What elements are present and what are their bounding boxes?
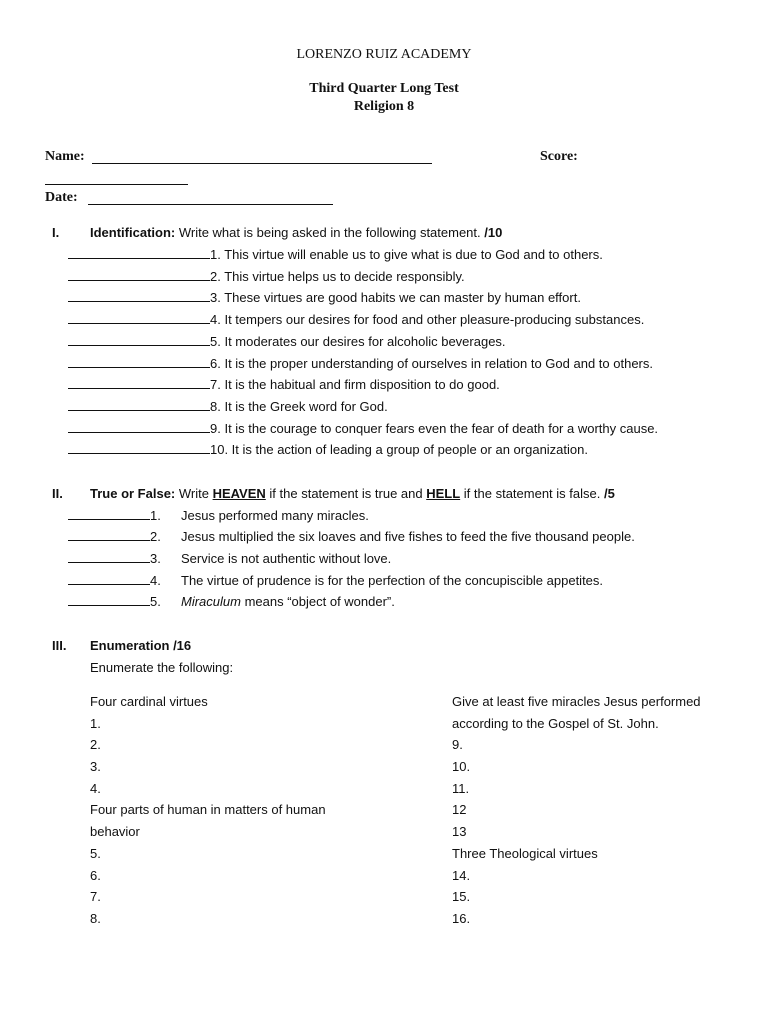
item-text: 7. It is the habitual and firm disposition to do good. <box>210 377 500 392</box>
italic-term: Miraculum <box>181 594 241 609</box>
answer-blank[interactable] <box>68 530 150 541</box>
answer-blank[interactable] <box>68 574 150 585</box>
item-text: 6. It is the proper understanding of ourselves in relation to God and to others. <box>210 356 653 371</box>
enum-right-item: 9. <box>452 737 463 752</box>
enum-right-item: 13 <box>452 824 467 839</box>
enum-left-item: Four parts of human in matters of human <box>90 802 326 817</box>
enum-right-item: Three Theological virtues <box>452 846 598 861</box>
test-title: Third Quarter Long Test <box>309 81 459 96</box>
identification-item <box>68 269 465 287</box>
identification-item <box>68 312 644 330</box>
item-text: 9. It is the courage to conquer fears even the fear of death for a worthy cause. <box>210 421 659 436</box>
section-points: /10 <box>484 225 503 240</box>
section-points: /5 <box>603 486 615 501</box>
item-number: 2. <box>150 529 161 544</box>
enum-left-item: behavior <box>90 824 140 839</box>
section-identification-heading <box>52 225 502 240</box>
identification-item <box>68 247 603 265</box>
instruction-part: if the statement is true and <box>265 486 427 501</box>
true-false-item <box>68 551 391 569</box>
item-text: Service is not authentic without love. <box>181 551 392 566</box>
enum-right-item: 12 <box>452 802 467 817</box>
name-label: Name: <box>45 149 85 164</box>
enum-right-item: according to the Gospel of St. John. <box>452 716 659 731</box>
identification-item <box>68 334 506 352</box>
item-text: 1. This virtue will enable us to give what is due to God and to others. <box>210 247 603 262</box>
answer-blank[interactable] <box>68 313 210 324</box>
section-enumeration-heading <box>52 638 191 653</box>
enum-left-item: 5. <box>90 846 101 861</box>
item-text: 10. It is the action of leading a group of people or an organization. <box>210 442 588 457</box>
enum-right-item: 11. <box>452 781 470 796</box>
true-false-item <box>68 594 395 612</box>
true-false-item <box>68 508 369 526</box>
answer-blank[interactable] <box>68 270 210 281</box>
item-text: 5. It moderates our desires for alcoholic beverages. <box>210 334 506 349</box>
answer-blank[interactable] <box>68 595 150 606</box>
answer-blank[interactable] <box>68 552 150 563</box>
enum-right-item: 16. <box>452 911 471 926</box>
identification-item <box>68 356 653 374</box>
subject-title: Religion 8 <box>353 99 415 114</box>
identification-item <box>68 442 588 460</box>
answer-blank[interactable] <box>68 443 210 454</box>
answer-blank[interactable] <box>68 357 210 368</box>
enum-left-item: 7. <box>90 889 101 904</box>
answer-blank[interactable] <box>68 509 150 520</box>
identification-item <box>68 377 500 395</box>
true-false-item <box>68 573 603 591</box>
enum-left-item: 2. <box>90 737 101 752</box>
answer-blank[interactable] <box>68 378 210 389</box>
section-true-false-heading <box>52 486 615 501</box>
enum-right-item: Give at least five miracles Jesus performed <box>452 694 701 709</box>
school-name: LORENZO RUIZ ACADEMY <box>296 47 472 62</box>
answer-blank[interactable] <box>68 248 210 259</box>
section-title: True or False: <box>90 486 176 501</box>
instruction-part: if the statement is false. <box>460 486 604 501</box>
identification-item <box>68 290 581 308</box>
answer-blank[interactable] <box>68 400 210 411</box>
enum-left-item: Four cardinal virtues <box>90 694 208 709</box>
item-text: means “object of wonder”. <box>240 594 395 609</box>
item-text: The virtue of prudence is for the perfection of the concupiscible appetites. <box>181 573 604 588</box>
answer-blank[interactable] <box>68 422 210 433</box>
item-text: Jesus multiplied the six loaves and five fishes to feed the five thousand people. <box>181 529 635 544</box>
enum-right-item: 15. <box>452 889 471 904</box>
item-text: 8. It is the Greek word for God. <box>210 399 388 414</box>
answer-blank[interactable] <box>68 335 210 346</box>
true-false-item <box>68 529 635 547</box>
item-number: 1. <box>150 508 161 523</box>
identification-item <box>68 421 658 439</box>
name-line[interactable] <box>92 163 432 164</box>
true-word: HEAVEN <box>212 486 266 501</box>
item-text: 3. These virtues are good habits we can master by human effort. <box>210 290 581 305</box>
item-text: 2. This virtue helps us to decide responsibly. <box>210 269 465 284</box>
enum-left-item: 8. <box>90 911 101 926</box>
answer-blank[interactable] <box>68 291 210 302</box>
item-text: Jesus performed many miracles. <box>181 508 369 523</box>
date-label: Date: <box>45 190 78 205</box>
section-number: III. <box>52 638 67 653</box>
enum-left-item: 3. <box>90 759 101 774</box>
section-title: Enumeration /16 <box>90 638 192 653</box>
enum-left-item: 4. <box>90 781 101 796</box>
item-text: 4. It tempers our desires for food and other pleasure-producing substances. <box>210 312 645 327</box>
item-number: 3. <box>150 551 161 566</box>
enum-left-item: 6. <box>90 868 101 883</box>
false-word: HELL <box>426 486 461 501</box>
section-instruction: Write what is being asked in the following statement. <box>175 225 485 240</box>
enum-left-item: 1. <box>90 716 101 731</box>
enum-right-item: 10. <box>452 759 471 774</box>
identification-item <box>68 399 388 417</box>
item-number: 4. <box>150 573 161 588</box>
section-number: I. <box>52 225 60 240</box>
date-line[interactable] <box>88 204 333 205</box>
score-line[interactable] <box>45 184 188 185</box>
instruction-part: Write <box>175 486 213 501</box>
enumeration-instruction: Enumerate the following: <box>90 660 234 675</box>
enum-right-item: 14. <box>452 868 471 883</box>
score-label: Score: <box>540 149 578 164</box>
section-title: Identification: <box>90 225 176 240</box>
section-number: II. <box>52 486 63 501</box>
item-number: 5. <box>150 594 161 609</box>
